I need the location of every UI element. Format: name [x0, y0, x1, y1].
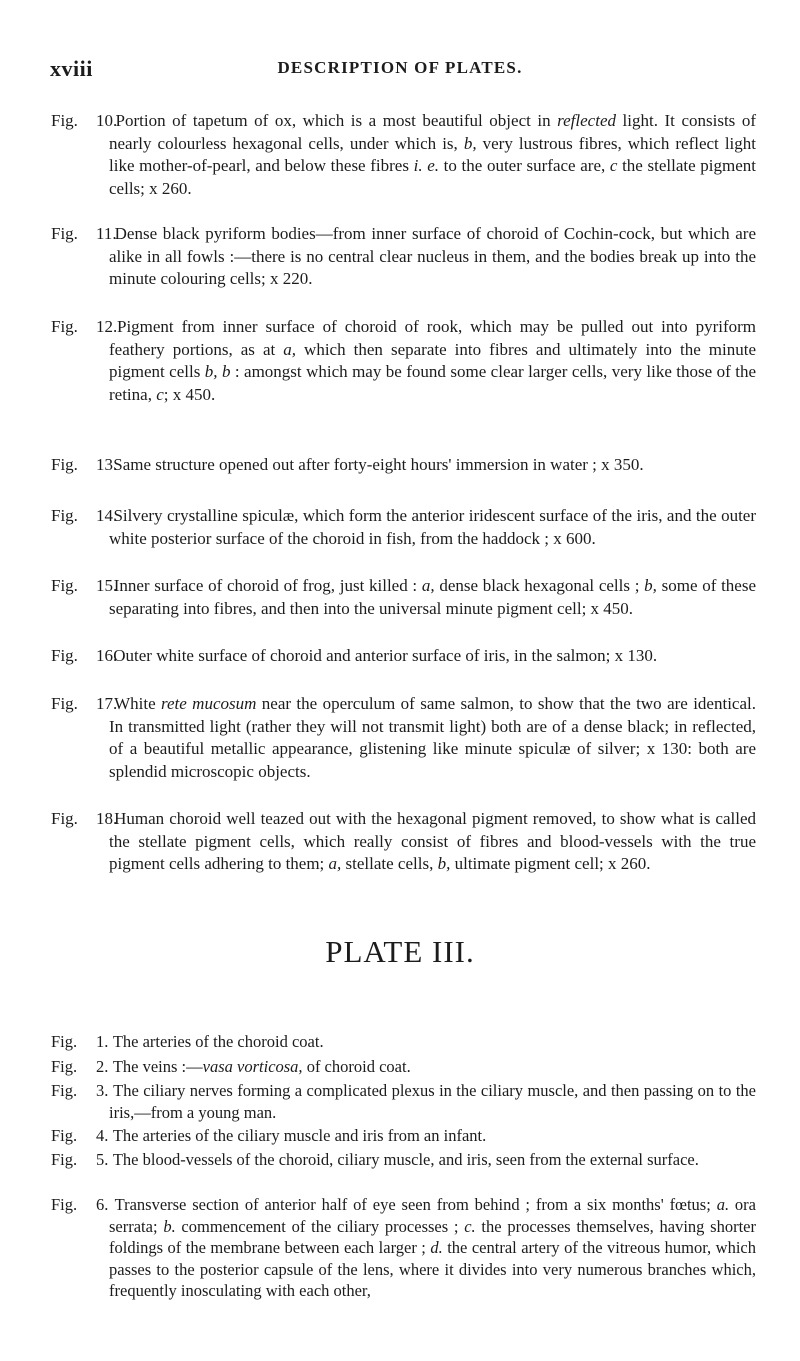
italic-reference: reflected [557, 111, 616, 130]
figure-entry [51, 110, 756, 200]
italic-reference: c. [464, 1216, 476, 1236]
running-title: DESCRIPTION OF PLATES. [277, 58, 523, 77]
figure-caption: 2. The veins :—vasa vorticosa, of choroid coat. [96, 1057, 411, 1076]
figure-label [51, 1125, 77, 1147]
figure-label [51, 1194, 77, 1216]
plate-iii-heading: PLATE III. [325, 934, 475, 969]
caption-text: commencement of the ciliary processes ; [175, 1216, 465, 1236]
figure-label [51, 454, 78, 477]
italic-reference: b, [437, 854, 451, 874]
figure-label [51, 316, 78, 339]
caption-text: Outer white surface of choroid and anterior surface of iris, in the salmon; x 130. [113, 646, 658, 665]
italic-reference: vasa vorticosa, [202, 1057, 303, 1076]
figure-caption: 13. Same structure opened out after forty-eight hours' immersion in water ; x 350. [96, 455, 644, 474]
caption-text: ora serrata; [109, 1195, 756, 1236]
figure-label-text: Fig. [51, 1081, 78, 1100]
figure-caption: 17. White rete mucosum near the operculum of same salmon, to show that the two are identical. In transmitted light (rather they will not transmit light) both are of a dense black; in reflected, of a beautiful metallic appearance, glistening like minute spiculæ of silver; x 130: both are splendid microscopic objects. [96, 694, 756, 781]
page-number: xviii [50, 56, 93, 81]
figure-label [51, 808, 78, 831]
figure-caption: 11. Dense black pyriform bodies—from inner surface of choroid of Cochin-cock, but which are alike in all fowls :—there is no central clear nucleus in them, and the bodies break up into the minute colouring cells; x 220. [96, 224, 757, 289]
caption-text: some of these separating into fibres, and then into the universal minute pigment cell; x 450. [109, 576, 756, 618]
figure-entry [51, 316, 756, 406]
caption-text: to the outer surface are, [439, 156, 610, 176]
figure-label [51, 1080, 77, 1102]
figure-label [51, 110, 78, 133]
figure-label-text: Fig. [51, 576, 78, 595]
italic-reference: b, b [204, 362, 231, 382]
italic-reference: c [156, 384, 164, 404]
caption-text: The ciliary nerves forming a complicated plexus in the ciliary muscle, and then passing on to the iris,—from a young man. [109, 1081, 756, 1122]
italic-reference: i. e. [413, 156, 440, 176]
figure-label-text: Fig. [51, 506, 78, 525]
caption-text: : amongst which may be found some clear larger cells, very like those of the retina, [109, 362, 756, 404]
figure-entry [51, 1149, 756, 1171]
figure-caption: 4. The arteries of the ciliary muscle and iris from an infant. [96, 1126, 487, 1145]
figure-label [51, 645, 78, 668]
figure-entry [51, 1125, 756, 1147]
figure-label-text: Fig. [51, 694, 78, 713]
figure-entry [51, 575, 756, 620]
caption-text: White [114, 694, 161, 713]
caption-text: of choroid coat. [302, 1057, 411, 1076]
italic-reference: b, [644, 576, 657, 595]
caption-text: Same structure opened out after forty-eight hours' immersion in water ; x 350. [113, 455, 644, 474]
figure-entry [51, 223, 757, 291]
caption-text: Inner surface of choroid of frog, just killed : [113, 576, 422, 595]
caption-text: Dense black pyriform bodies—from inner surface of choroid of Cochin-cock, but which are alike in all fowls :—there is no central clear nucleus in them, and the bodies break up into the minute colouring cells; x 220. [109, 224, 757, 289]
caption-text: Human choroid well teazed out with the hexagonal pigment removed, to show what is called the stellate pigment cells, which really consist of fibres and blood-vessels with the true pigment cells adhering to them; [109, 809, 757, 874]
figure-label-text: Fig. [51, 111, 78, 130]
figure-label [51, 575, 78, 598]
caption-text: very lustrous fibres, which reflect light like mother-of-pearl, and below these fibres [109, 133, 756, 176]
caption-text: the processes themselves, having shorter foldings of the membrane between each larger ; [109, 1216, 756, 1258]
figure-label [51, 1056, 77, 1078]
caption-text: dense black hexagonal cells ; [434, 576, 645, 595]
figure-label-text: Fig. [51, 1032, 78, 1051]
figure-caption: 14. Silvery crystalline spiculæ, which form the anterior iridescent surface of the iris, and the outer white posterior surface of the choroid in fish, from the haddock ; x 600. [96, 506, 757, 548]
caption-text: The arteries of the choroid coat. [112, 1032, 324, 1051]
figure-caption: 16. Outer white surface of choroid and anterior surface of iris, in the salmon; x 130. [96, 646, 658, 665]
figure-label-text: Fig. [51, 1126, 78, 1145]
caption-text: The arteries of the ciliary muscle and iris from an infant. [112, 1126, 487, 1145]
figure-entry [51, 454, 756, 477]
figure-entry [51, 693, 756, 783]
italic-reference: rete mucosum [161, 694, 257, 713]
figure-caption: 18. Human choroid well teazed out with the hexagonal pigment removed, to show what is called the stellate pigment cells, which really consist of fibres and blood-vessels with the true pigment cells adhering to them; a, stellate cells, b, ultimate pigment cell; x 260. [96, 809, 757, 874]
figure-entry [51, 1194, 756, 1302]
figure-entry [51, 1056, 756, 1078]
figure-label-text: Fig. [51, 1195, 78, 1214]
figure-entry [51, 1080, 756, 1123]
figure-caption: 3. The ciliary nerves forming a complicated plexus in the ciliary muscle, and then passing on to the iris,—from a young man. [96, 1081, 756, 1122]
page-header [50, 56, 750, 86]
figure-label-text: Fig. [51, 646, 78, 665]
caption-text: which then separate into fibres and ultimately into the minute pigment cells [109, 339, 756, 382]
figure-label-text: Fig. [51, 455, 78, 474]
figure-label [51, 693, 78, 716]
figure-entry [51, 1031, 756, 1053]
italic-reference: c [609, 156, 618, 176]
figure-label-text: Fig. [51, 317, 78, 336]
caption-text: ; x 450. [163, 384, 216, 404]
caption-text: near the operculum of same salmon, to show that the two are identical. In transmitted light (rather they will not transmit light) both are of a dense black; in reflected, of a beautiful metallic appearance, glistening like minute spiculæ of silver; x 130: both are splendid microscopic objects. [109, 694, 756, 781]
figure-label-text: Fig. [51, 809, 78, 828]
caption-text: Pigment from inner surface of choroid of rook, which may be pulled out into pyriform feathery portions, as at [109, 317, 756, 359]
figure-caption: 5. The blood-vessels of the choroid, ciliary muscle, and iris, seen from the external surface. [96, 1150, 699, 1169]
figure-label-text: Fig. [51, 1057, 78, 1076]
italic-reference: d. [430, 1238, 443, 1258]
italic-reference: a, [328, 854, 342, 874]
caption-text: the central artery of the vitreous humor, which passes to the posterior capsule of the lens, where it divides into very numerous branches which, frequently inosculating with each other, [109, 1238, 756, 1301]
italic-reference: a, [283, 339, 297, 359]
figure-caption: 1. The arteries of the choroid coat. [96, 1032, 324, 1051]
caption-text: Portion of tapetum of ox, which is a most beautiful object in [115, 111, 558, 130]
caption-text: The blood-vessels of the choroid, ciliary muscle, and iris, seen from the external surface. [112, 1150, 699, 1169]
figure-entry [51, 808, 757, 876]
figure-label-text: Fig. [51, 1150, 78, 1169]
italic-reference: b. [163, 1216, 176, 1236]
figure-label [51, 505, 78, 528]
italic-reference: b, [463, 133, 477, 153]
caption-text: The veins :— [112, 1057, 203, 1076]
figure-caption: 10. Portion of tapetum of ox, which is a most beautiful object in reflected light. It consists of nearly colourless hexagonal cells, under which is, b, very lustrous fibres, which reflect light like mother-of-pearl, and below these fibres i. e. to the outer surface are, c the stellate pigment cells; x 260. [96, 111, 756, 198]
figure-caption: 12. Pigment from inner surface of choroid of rook, which may be pulled out into pyriform feathery portions, as at a, which then separate into fibres and ultimately into the minute pigment cells b, b : amongst which may be found some clear larger cells, very like those of the retina, c; x 450. [96, 317, 756, 404]
caption-text: Transverse section of anterior half of eye seen from behind ; from a six months' fœtus; [114, 1195, 717, 1214]
figure-label-text: Fig. [51, 224, 78, 243]
caption-text: Silvery crystalline spiculæ, which form the anterior iridescent surface of the iris, and the outer white posterior surface of the choroid in fish, from the haddock ; x 600. [109, 506, 757, 548]
figure-label [51, 223, 78, 246]
caption-text: light. It consists of nearly colourless hexagonal cells, under which is, [109, 111, 756, 153]
figure-caption: 6. Transverse section of anterior half of eye seen from behind ; from a six months' fœtus; a. ora serrata; b. commencement of the ciliary processes ; c. the processes themselves, having shorter foldings of the membrane between each larger ; d. the central artery of the vitreous humor, which passes to the posterior capsule of the lens, where it divides into very numerous branches which, frequently inosculating with each other, [96, 1195, 756, 1301]
figure-caption: 15. Inner surface of choroid of frog, just killed : a, dense black hexagonal cells ; b, some of these separating into fibres, and then into the universal minute pigment cell; x 450. [96, 576, 756, 618]
italic-reference: a, [421, 576, 435, 595]
figure-entry [51, 645, 756, 668]
figure-label [51, 1031, 77, 1053]
figure-entry [51, 505, 757, 550]
figure-label [51, 1149, 77, 1171]
caption-text: the stellate pigment cells; x 260. [109, 156, 756, 198]
caption-text: stellate cells, [341, 854, 438, 874]
italic-reference: a. [716, 1195, 730, 1214]
caption-text: ultimate pigment cell; x 260. [450, 854, 651, 874]
